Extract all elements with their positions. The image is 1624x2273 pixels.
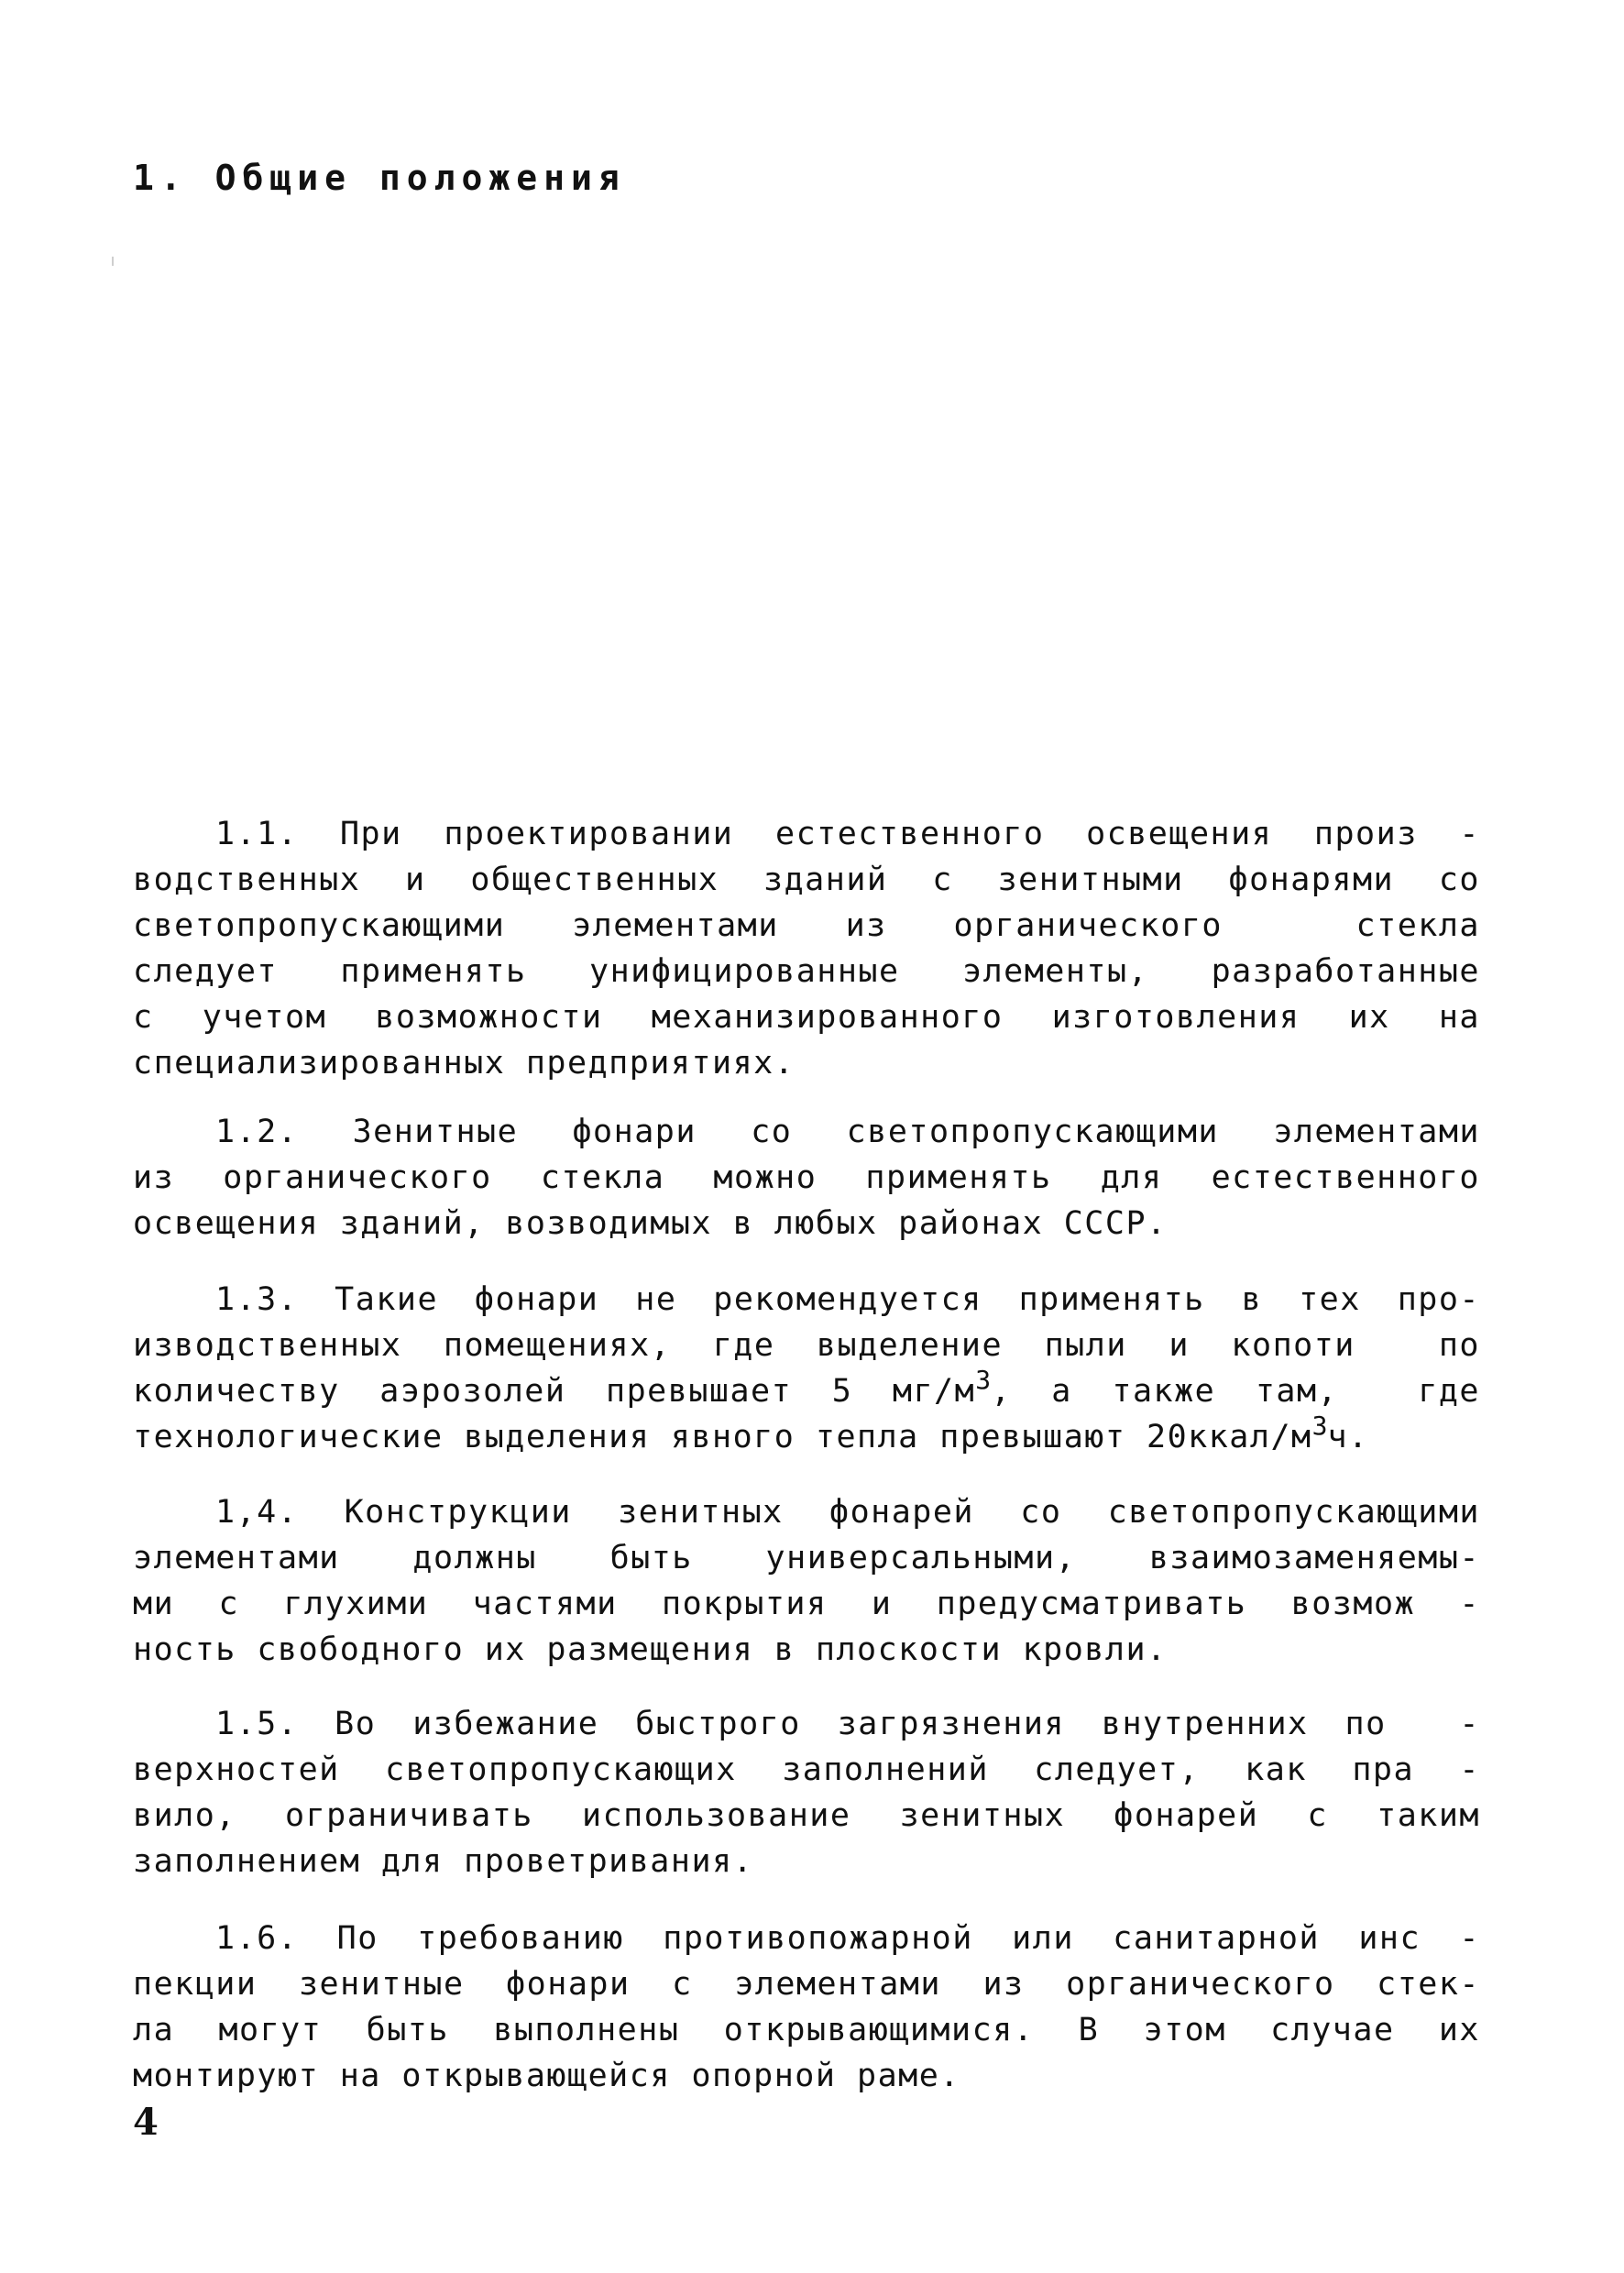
paragraph-1-3	[133, 1277, 1480, 1460]
paragraph-line: 1.3. Такие фонари не рекомендуется применять в тех про-	[215, 1281, 1480, 1318]
paragraph-line: заполнением для проветривания.	[133, 1843, 754, 1880]
paragraph-line: изводственных помещениях, где выделение пыли и копоти по	[133, 1327, 1480, 1364]
line-text: ч.	[1327, 1419, 1369, 1455]
paragraph-line: из органического стекла можно применять для естественного	[133, 1159, 1480, 1196]
paragraph-line: освещения зданий, возводимых в любых районах СССР.	[133, 1205, 1168, 1242]
section-title: 1. Общие положения	[133, 158, 626, 198]
paragraph-line	[133, 1411, 1480, 1460]
paragraph-line: следует применять унифицированные элементы, разработанные	[133, 953, 1480, 990]
paragraph-line: водственных и общественных зданий с зенитными фонарями со	[133, 862, 1480, 898]
cubic-superscript: 3	[1311, 1411, 1328, 1441]
paragraph-line: элементами должны быть универсальными, взаимозаменяемы-	[133, 1540, 1480, 1576]
paragraph-line: 1.1. При проектировании естественного освещения произ -	[215, 816, 1480, 852]
paragraph-1-5	[133, 1701, 1480, 1884]
paragraph-1-6	[133, 1916, 1480, 2099]
page-number: 4	[133, 2101, 159, 2144]
paragraph-1-2	[133, 1109, 1480, 1246]
line-text: , а также там, где	[991, 1373, 1481, 1410]
line-text: количеству аэрозолей превышает 5 мг/м	[133, 1373, 976, 1410]
paragraph-line: светопропускающими элементами из органического стекла	[133, 907, 1480, 944]
paragraph-1-1	[133, 811, 1480, 1086]
paragraph-line: вило, ограничивать использование зенитных фонарей с таким	[133, 1797, 1480, 1834]
paragraph-line: ми с глухими частями покрытия и предусматривать возмож -	[133, 1586, 1480, 1622]
paragraph-line: 1.6. По требованию противопожарной или санитарной инс -	[215, 1920, 1480, 1957]
paragraph-line: монтируют на открывающейся опорной раме.	[133, 2058, 960, 2094]
line-text: технологические выделения явного тепла превышают 20ккал/м	[133, 1419, 1312, 1455]
paragraph-line: специализированных предприятиях.	[133, 1045, 796, 1082]
paragraph-line: 1,4. Конструкции зенитных фонарей со светопропускающими	[215, 1494, 1480, 1531]
paragraph-line: 1.5. Во избежание быстрого загрязнения внутренних по -	[215, 1706, 1480, 1742]
paragraph-line: 1.2. Зенитные фонари со светопропускающими элементами	[215, 1114, 1480, 1150]
paragraph-1-4	[133, 1489, 1480, 1673]
paragraph-line: с учетом возможности механизированного изготовления их на	[133, 999, 1480, 1036]
paragraph-line: верхностей светопропускающих заполнений следует, как пра -	[133, 1751, 1480, 1788]
paragraph-line: ла могут быть выполнены открывающимися. В этом случае их	[133, 2012, 1480, 2048]
paragraph-line: пекции зенитные фонари с элементами из органического стек-	[133, 1966, 1480, 2003]
paragraph-line: ность свободного их размещения в плоскости кровли.	[133, 1631, 1168, 1668]
paragraph-line	[133, 1365, 1481, 1414]
cubic-superscript: 3	[975, 1365, 992, 1395]
scan-speck	[112, 257, 114, 266]
